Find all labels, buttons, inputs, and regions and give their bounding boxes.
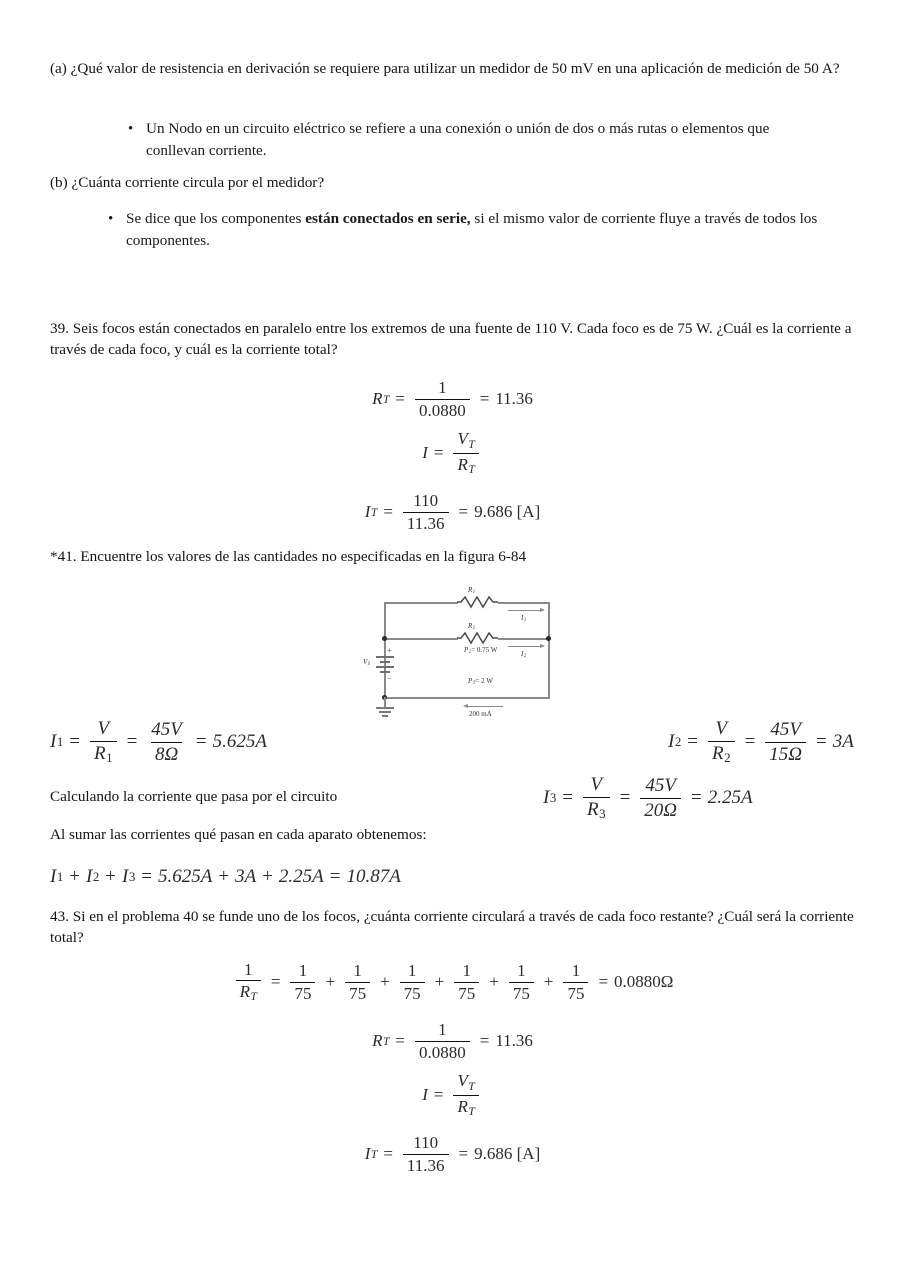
node-left-middle	[382, 636, 387, 641]
i3-f1-den-sub: 3	[599, 806, 606, 822]
wire-mid-left	[384, 638, 458, 640]
inv-rt-term-6	[563, 961, 588, 1002]
inv-rt-plus-3: +	[434, 972, 445, 991]
r1-sub: 1	[472, 590, 476, 596]
r2-sub: 2	[472, 626, 476, 632]
inv-rt-term-2-den: 75	[345, 982, 370, 1003]
it-denominator: 11.36	[403, 512, 449, 533]
sum-value-3: 2.25A	[278, 866, 324, 887]
inv-rt-lhs-den	[236, 980, 261, 1004]
it2-equals-2: =	[458, 1144, 469, 1163]
i1-eq-lhs-sub: 1	[56, 734, 64, 749]
i1-sub: 1	[523, 618, 527, 624]
sum-equals-2: =	[329, 866, 341, 887]
i-denominator	[453, 453, 478, 477]
rt2-lhs-var: R	[372, 1031, 383, 1050]
sum-i1-var: I	[50, 866, 57, 887]
ground-bar-3	[382, 715, 388, 717]
inv-rt-term-4-num: 1	[462, 961, 471, 981]
it-lhs-sub: T	[370, 505, 378, 519]
voltage-source-minus-label: −	[387, 674, 392, 683]
inv-rt-term-6-den: 75	[563, 982, 588, 1003]
it2-lhs-var: I	[364, 1144, 371, 1163]
sum-plus-4: +	[262, 866, 273, 887]
inv-rt-equals-1: =	[270, 972, 281, 991]
i2-f1-den-var: R	[712, 742, 724, 764]
i2-f2-num: 45V	[770, 719, 801, 741]
sum-i2-var: I	[86, 866, 93, 887]
it2-fraction	[403, 1133, 449, 1174]
equation-sum-currents	[50, 860, 401, 894]
i2-eq-equals-2: =	[744, 731, 756, 752]
current-i1-label	[521, 614, 526, 623]
equation-i1	[50, 720, 267, 764]
inv-rt-term-5	[509, 961, 534, 1002]
sum-value-2: 3A	[235, 866, 257, 887]
wire-right-rail	[548, 602, 550, 698]
sum-plus-2: +	[105, 866, 116, 887]
i-num-sub: T	[468, 437, 475, 451]
equation-it-first	[0, 492, 905, 532]
rt-equals-2: =	[479, 389, 490, 408]
equation-i-over-rt-second	[0, 1071, 905, 1118]
p2-sub: 2	[468, 650, 472, 656]
voltage-source-plus-label: +	[387, 646, 392, 655]
i3-eq-lhs-var: I	[543, 787, 550, 808]
i3-eq-equals-1: =	[562, 787, 573, 808]
rt-fraction	[415, 378, 470, 419]
ground-bar-1	[376, 707, 394, 709]
i2-fraction-2	[765, 719, 806, 765]
inv-rt-term-3	[400, 961, 425, 1002]
i1-eq-equals-3: =	[195, 731, 207, 752]
question-b-paragraph: (b) ¿Cuánta corriente circula por el medidor?	[50, 174, 325, 191]
i3-f2-num: 45V	[645, 775, 676, 797]
equation-rt-first	[0, 380, 905, 418]
i3-f1-num: V	[590, 774, 603, 796]
i2-eq-lhs-sub: 2	[674, 734, 682, 749]
r1-base: R	[468, 586, 473, 594]
rt2-equals-1: =	[395, 1031, 405, 1050]
i2-over-numerator	[453, 1071, 478, 1094]
rt2-equals-2: =	[479, 1031, 490, 1050]
inv-rt-plus-5: +	[543, 972, 554, 991]
i1-eq-equals-1: =	[69, 731, 80, 752]
it2-denominator: 11.36	[403, 1154, 449, 1175]
inv-rt-term-1-num: 1	[298, 961, 308, 981]
inv-rt-term-4	[454, 961, 479, 1002]
it-lhs-var: I	[364, 502, 371, 521]
current-total-arrow-line	[467, 706, 503, 707]
note-b-text	[126, 208, 848, 252]
sum-value-1: 5.625A	[158, 866, 213, 887]
p2-value: = 0.75 W	[471, 646, 498, 654]
i3-f2-den: 20Ω	[640, 798, 681, 821]
r2-base: R	[468, 622, 473, 630]
battery-plate-long-2	[376, 666, 394, 668]
rt2-fraction	[415, 1020, 470, 1061]
vs-base: V	[363, 658, 368, 666]
sum-plus-1: +	[69, 866, 80, 887]
current-i1-arrow-line	[508, 610, 541, 611]
problem-43-paragraph: 43. Si en el problema 40 se funde uno de los focos, ¿cuánta corriente circulará a través de cada foco restante? ¿Cuál será la corriente total?	[50, 908, 854, 946]
inv-rt-term-5-num: 1	[517, 961, 526, 981]
it-equals-2: =	[458, 502, 469, 521]
current-i2-arrow-head	[540, 644, 545, 648]
i-num-var: V	[457, 429, 468, 449]
i2-over-den-var: R	[457, 1096, 468, 1116]
i2-eq-lhs-var: I	[668, 731, 675, 752]
inv-rt-term-5-den: 75	[509, 982, 534, 1003]
inv-rt-plus-1: +	[325, 972, 336, 991]
i3-fraction-2	[640, 775, 681, 821]
i3-fraction-1	[583, 774, 610, 821]
resistor-r2-label	[468, 622, 475, 631]
inv-rt-lhs-den-var: R	[239, 981, 250, 1001]
rt2-result: 11.36	[495, 1031, 533, 1050]
rt2-lhs-sub: T	[382, 1034, 390, 1048]
wire-ground-stub	[384, 697, 386, 707]
current-total-label: 200 mA	[469, 710, 492, 718]
bullet-icon: •	[108, 211, 114, 227]
i2-over-den-sub: T	[468, 1104, 475, 1118]
battery-plate-short-1	[380, 661, 390, 663]
power-p2-label	[464, 646, 497, 655]
i2-f1-den	[708, 741, 735, 766]
i3-eq-equals-2: =	[619, 787, 631, 808]
it2-equals-1: =	[383, 1144, 393, 1163]
i3-f1-den-var: R	[587, 798, 599, 820]
it2-lhs-sub: T	[370, 1147, 378, 1161]
i2-over-denominator	[453, 1095, 478, 1119]
text-calculando-paragraph: Calculando la corriente que pasa por el circuito	[50, 788, 338, 805]
inv-rt-lhs-num: 1	[243, 959, 253, 979]
i2-base: I	[521, 650, 524, 658]
rt-denominator: 0.0880	[415, 399, 470, 420]
note-a-text: Un Nodo en un circuito eléctrico se refiere a una conexión o unión de dos o más rutas o elementos que conllevan corriente.	[146, 120, 770, 159]
i-den-sub: T	[468, 462, 475, 476]
equation-rt-second	[0, 1022, 905, 1060]
i1-f1-den-var: R	[94, 742, 106, 764]
inv-rt-lhs-fraction	[236, 960, 261, 1004]
it-result: 9.686 [A]	[474, 502, 541, 521]
pt-sub: T	[472, 681, 476, 687]
text-alsumar-paragraph: Al sumar las corrientes qué pasan en cada aparato obtenemos:	[50, 826, 427, 843]
current-total-arrow-head	[463, 704, 468, 708]
it-fraction	[403, 491, 449, 532]
wire-left-rail-lower	[384, 638, 386, 698]
i2-lhs-var: I	[422, 1085, 428, 1104]
sum-i3-sub: 3	[128, 869, 136, 884]
equation-i2	[668, 720, 854, 764]
pt-base: P	[468, 677, 473, 685]
equation-i3	[543, 776, 753, 820]
i1-f1-den	[90, 741, 117, 766]
i3-result: 2.25A	[707, 787, 753, 808]
i-den-var: R	[457, 454, 468, 474]
it-numerator: 110	[413, 491, 439, 511]
inv-rt-plus-4: +	[489, 972, 499, 991]
node-right-middle	[546, 636, 551, 641]
wire-top-right	[498, 602, 550, 604]
i1-base: I	[521, 614, 524, 622]
pt-value: = 2 W	[475, 677, 493, 685]
voltage-source-vs-label	[363, 658, 370, 667]
rt2-denominator: 0.0880	[415, 1041, 470, 1062]
i2-over-fraction	[453, 1071, 478, 1118]
i1-eq-lhs-var: I	[50, 731, 57, 752]
bullet-icon: •	[128, 121, 134, 137]
inv-rt-term-3-num: 1	[407, 961, 417, 981]
wire-top-left	[384, 602, 458, 604]
power-pt-label	[468, 677, 493, 686]
it2-numerator: 110	[413, 1133, 439, 1153]
i1-f1-den-sub: 1	[106, 750, 113, 766]
i1-f1-num: V	[97, 718, 110, 740]
inv-rt-term-1	[290, 961, 315, 1002]
battery-plate-short-2	[380, 671, 390, 673]
note-b-text-before: Se dice que los componentes	[126, 210, 306, 227]
rt-lhs-var: R	[372, 389, 383, 408]
i2-f2-den: 15Ω	[765, 742, 806, 765]
sum-equals-1: =	[141, 866, 152, 887]
equation-inverse-rt-sum	[0, 959, 905, 1004]
i2-result: 3A	[832, 731, 854, 752]
resistor-r1-symbol	[457, 596, 499, 610]
current-i2-label	[521, 650, 526, 659]
i2-eq-equals-1: =	[687, 731, 698, 752]
inv-rt-result: 0.0880Ω	[614, 972, 674, 991]
sum-i2-sub: 2	[92, 869, 100, 884]
i1-fraction-1	[90, 718, 117, 765]
inv-rt-plus-2: +	[380, 972, 390, 991]
i-equals: =	[433, 443, 444, 462]
i3-f1-den	[583, 797, 610, 822]
rt-numerator: 1	[438, 378, 447, 398]
sum-i1-sub: 1	[56, 869, 64, 884]
note-b-bullet-item	[108, 208, 848, 252]
i2-over-num-sub: T	[468, 1079, 475, 1093]
note-b-text-after: si el mismo valor de corriente fluye a través de todos los componentes.	[126, 210, 818, 249]
problem-39-paragraph: 39. Seis focos están conectados en paralelo entre los extremos de una fuente de 110 V. Cada foco es de 75 W. ¿Cuál es la corriente a través de cada foco, y cuál es la corriente total?	[50, 320, 852, 358]
i2-fraction-1	[708, 718, 735, 765]
note-a-bullet-item	[128, 118, 828, 162]
rt-equals-1: =	[395, 389, 405, 408]
battery-plate-long-1	[376, 656, 394, 658]
equation-i-over-rt-first	[0, 429, 905, 476]
inv-rt-term-2	[345, 961, 370, 1002]
i2-f1-den-sub: 2	[724, 750, 731, 766]
wire-mid-right	[498, 638, 550, 640]
i2-over-num-var: V	[457, 1071, 468, 1091]
i-numerator	[453, 429, 478, 452]
question-a-paragraph: (a) ¿Qué valor de resistencia en derivación se requiere para utilizar un medidor de 50 mV en una aplicación de medición de 50 A?	[50, 60, 840, 77]
inv-rt-equals-2: =	[598, 972, 609, 991]
i1-f2-den: 8Ω	[151, 742, 182, 765]
circuit-diagram-figure-6-84	[363, 578, 558, 726]
it-equals-1: =	[383, 502, 393, 521]
inv-rt-term-4-den: 75	[454, 982, 479, 1003]
rt-lhs-sub: T	[382, 392, 390, 406]
inv-rt-term-2-num: 1	[353, 961, 362, 981]
i2-sub: 2	[523, 654, 527, 660]
i1-result: 5.625A	[212, 731, 267, 752]
rt2-numerator: 1	[438, 1020, 447, 1040]
note-b-text-bold: están conectados en serie,	[305, 210, 471, 227]
i1-eq-equals-2: =	[126, 731, 138, 752]
sum-i3-var: I	[122, 866, 129, 887]
wire-bottom	[384, 697, 550, 699]
vs-sub: S	[367, 662, 371, 668]
current-i2-arrow-line	[508, 646, 541, 647]
sum-total: 10.87A	[346, 866, 401, 887]
rt-result: 11.36	[495, 389, 533, 408]
i2-equals: =	[433, 1085, 444, 1104]
i3-eq-equals-3: =	[691, 787, 702, 808]
problem-41-paragraph: *41. Encuentre los valores de las cantidades no especificadas en la figura 6-84	[50, 548, 527, 565]
inv-rt-lhs-den-sub: T	[250, 990, 257, 1004]
i-fraction	[453, 429, 478, 476]
i2-f1-num: V	[715, 718, 728, 740]
i1-fraction-2	[147, 719, 186, 765]
wire-left-rail-upper	[384, 602, 386, 639]
i-lhs-var: I	[422, 443, 428, 462]
it2-result: 9.686 [A]	[474, 1144, 541, 1163]
equation-it-second	[0, 1134, 905, 1174]
ground-bar-2	[379, 711, 391, 713]
p2-base: P	[464, 646, 469, 654]
i2-eq-equals-3: =	[816, 731, 827, 752]
inv-rt-term-3-den: 75	[400, 982, 425, 1003]
resistor-r2-symbol	[457, 632, 499, 646]
inv-rt-term-1-den: 75	[290, 982, 315, 1003]
resistor-r1-label	[468, 586, 475, 595]
inv-rt-term-6-num: 1	[571, 961, 581, 981]
i3-eq-lhs-sub: 3	[549, 790, 557, 805]
current-i1-arrow-head	[540, 608, 545, 612]
i1-f2-num: 45V	[151, 719, 182, 741]
sum-plus-3: +	[218, 866, 230, 887]
